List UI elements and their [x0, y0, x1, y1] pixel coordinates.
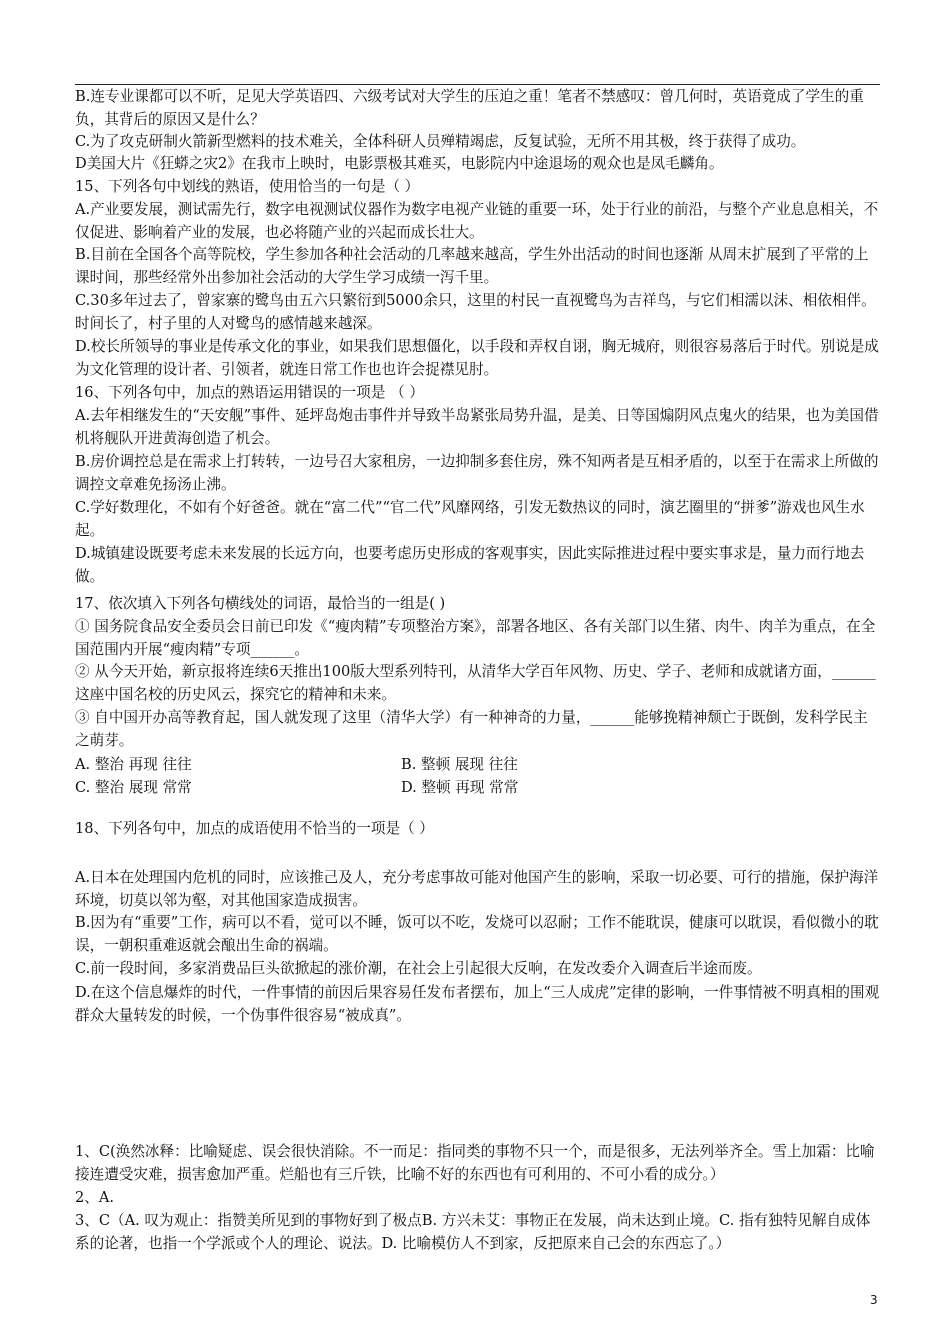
q17-options-row-2: [75, 777, 881, 800]
q15-stem: 15、下列各句中划线的熟语，使用恰当的一句是（ ）: [75, 178, 420, 195]
answer-3: 3、C（A. 叹为观止：指赞美所见到的事物好到了极点B. 方兴未艾：事物正在发展，尚未达到止境。C. 指有独特见解自成体系的论著，也指一个学派或个人的理论、说法。D. 比喻模仿人不到家，反把原来自己会的东西忘了。）: [75, 1212, 871, 1252]
q18-option-b: B.因为有“重要”工作，病可以不看，觉可以不睡，饭可以不吃，发烧可以忍耐；工作不能耽误，健康可以耽误，看似微小的耽误，一朝积重难返就会酿出生命的祸端。: [75, 914, 879, 954]
header-rule: [75, 84, 880, 85]
q18-option-a: A.日本在处理国内危机的同时，应该推己及人，充分考虑事故可能对他国产生的影响，采取一切必要、可行的措施，保护海洋环境，切莫以邻为壑，对其他国家造成损害。: [75, 869, 879, 909]
q16-option-c: C.学好数理化，不如有个好爸爸。就在“富二代”“官二代”风靡网络，引发无数热议的同时，演艺圈里的“拼爹”游戏也风生水起。: [75, 499, 865, 539]
q15-option-b: B.目前在全国各个高等院校，学生参加各种社会活动的几率越来越高，学生外出活动的时间也逐渐 从周末扩展到了平常的上课时间，那些经常外出参加社会活动的大学生学习成绩一泻千里。: [75, 246, 869, 286]
q17-option-a: A. 整治 再现 往往: [75, 756, 192, 773]
q17-option-d: D. 整顿 再现 常常: [401, 779, 519, 796]
q16-stem: 16、下列各句中，加点的熟语运用错误的一项是 （ ）: [75, 384, 424, 401]
q17-option-b: B. 整顿 展现 往往: [401, 756, 518, 773]
q15-option-c: C.30多年过去了，曾家寨的鹭鸟由五六只繁衍到5000余只，这里的村民一直视鹭鸟为吉祥鸟，与它们相濡以沫、相依相伴。时间长了，村子里的人对鹭鸟的感情越来越深。: [75, 292, 876, 332]
q14-option-d: D美国大片《狂蟒之灾2》在我市上映时，电影票极其难买，电影院内中途退场的观众也是凤毛麟角。: [75, 155, 724, 172]
q14-option-c: C.为了攻克研制火箭新型燃料的技术难关，全体科研人员殚精竭虑，反复试验，无所不用其极，终于获得了成功。: [75, 133, 806, 150]
q16-option-a: A.去年相继发生的“天安舰”事件、延坪岛炮击事件并导致半岛紧张局势升温，是美、日等国煽阴风点鬼火的结果，也为美国借机将舰队开进黄海创造了机会。: [75, 407, 879, 447]
q17-options-row-1: [75, 754, 881, 777]
page-number: 3: [870, 1293, 878, 1307]
q17-stem: 17、依次填入下列各句横线处的词语，最恰当的一组是( ): [75, 595, 446, 612]
q17-sentence-2: ② 从今天开始，新京报将连续6天推出100版大型系列特刊，从清华大学百年风物、历史、学子、老师和成就诸方面，______这座中国名校的历史风云，探究它的精神和未来。: [75, 663, 876, 703]
q17-sentence-3: ③ 自中国开办高等教育起，国人就发现了这里（清华大学）有一种神奇的力量，______能够挽精神颓亡于既倒，发科学民主之萌芽。: [75, 709, 868, 749]
q15-option-a: A.产业要发展，测试需先行，数字电视测试仪器作为数字电视产业链的重要一环，处于行业的前沿，与整个产业息息相关，不仅促进、影响着产业的发展，也必将随产业的兴起而成长壮大。: [75, 201, 879, 241]
q16-option-d: D.城镇建设既要考虑未来发展的长远方向，也要考虑历史形成的客观事实，因此实际推进过程中要实事求是，量力而行地去做。: [75, 545, 865, 585]
q18-stem: 18、下列各句中，加点的成语使用不恰当的一项是（ ）: [75, 820, 434, 837]
q18-option-d: D.在这个信息爆炸的时代，一件事情的前因后果容易任发布者摆布，加上“三人成虎”定律的影响，一件事情被不明真相的围观群众大量转发的时候，一个伪事件很容易“被成真”。: [75, 984, 880, 1024]
answer-2: 2、A.: [75, 1189, 115, 1206]
q14-option-b: B.连专业课都可以不听，足见大学英语四、六级考试对大学生的压迫之重！笔者不禁感叹：曾几何时，英语竟成了学生的重负，其背后的原因又是什么？: [75, 88, 864, 128]
answer-1: 1、C(涣然冰释：比喻疑虑、误会很快消除。不一而足：指同类的事物不只一个，而是很多，无法列举齐全。雪上加霜：比喻接连遭受灾难，损害愈加严重。烂船也有三斤铁，比喻不好的东西也有可利用的、不可小看的成分。）: [75, 1143, 875, 1183]
q17-sentence-1: ① 国务院食品安全委员会日前已印发《“瘦肉精”专项整治方案》，部署各地区、各有关部门以生猪、肉牛、肉羊为重点，在全国范围内开展“瘦肉精”专项______。: [75, 618, 876, 658]
q15-option-d: D.校长所领导的事业是传承文化的事业，如果我们思想僵化，以手段和弄权自诩，胸无城府，则很容易落后于时代。别说是成为文化管理的设计者、引领者，就连日常工作也也许会捉襟见肘。: [75, 338, 879, 378]
q16-option-b: B.房价调控总是在需求上打转转，一边号召大家租房，一边抑制多套住房，殊不知两者是互相矛盾的，以至于在需求上所做的调控文章难免扬汤止沸。: [75, 453, 879, 493]
q18-option-c: C.前一段时间，多家消费品巨头欲掀起的涨价潮，在社会上引起很大反响，在发改委介入调查后半途而废。: [75, 960, 762, 977]
q17-option-c: C. 整治 展现 常常: [75, 779, 192, 796]
